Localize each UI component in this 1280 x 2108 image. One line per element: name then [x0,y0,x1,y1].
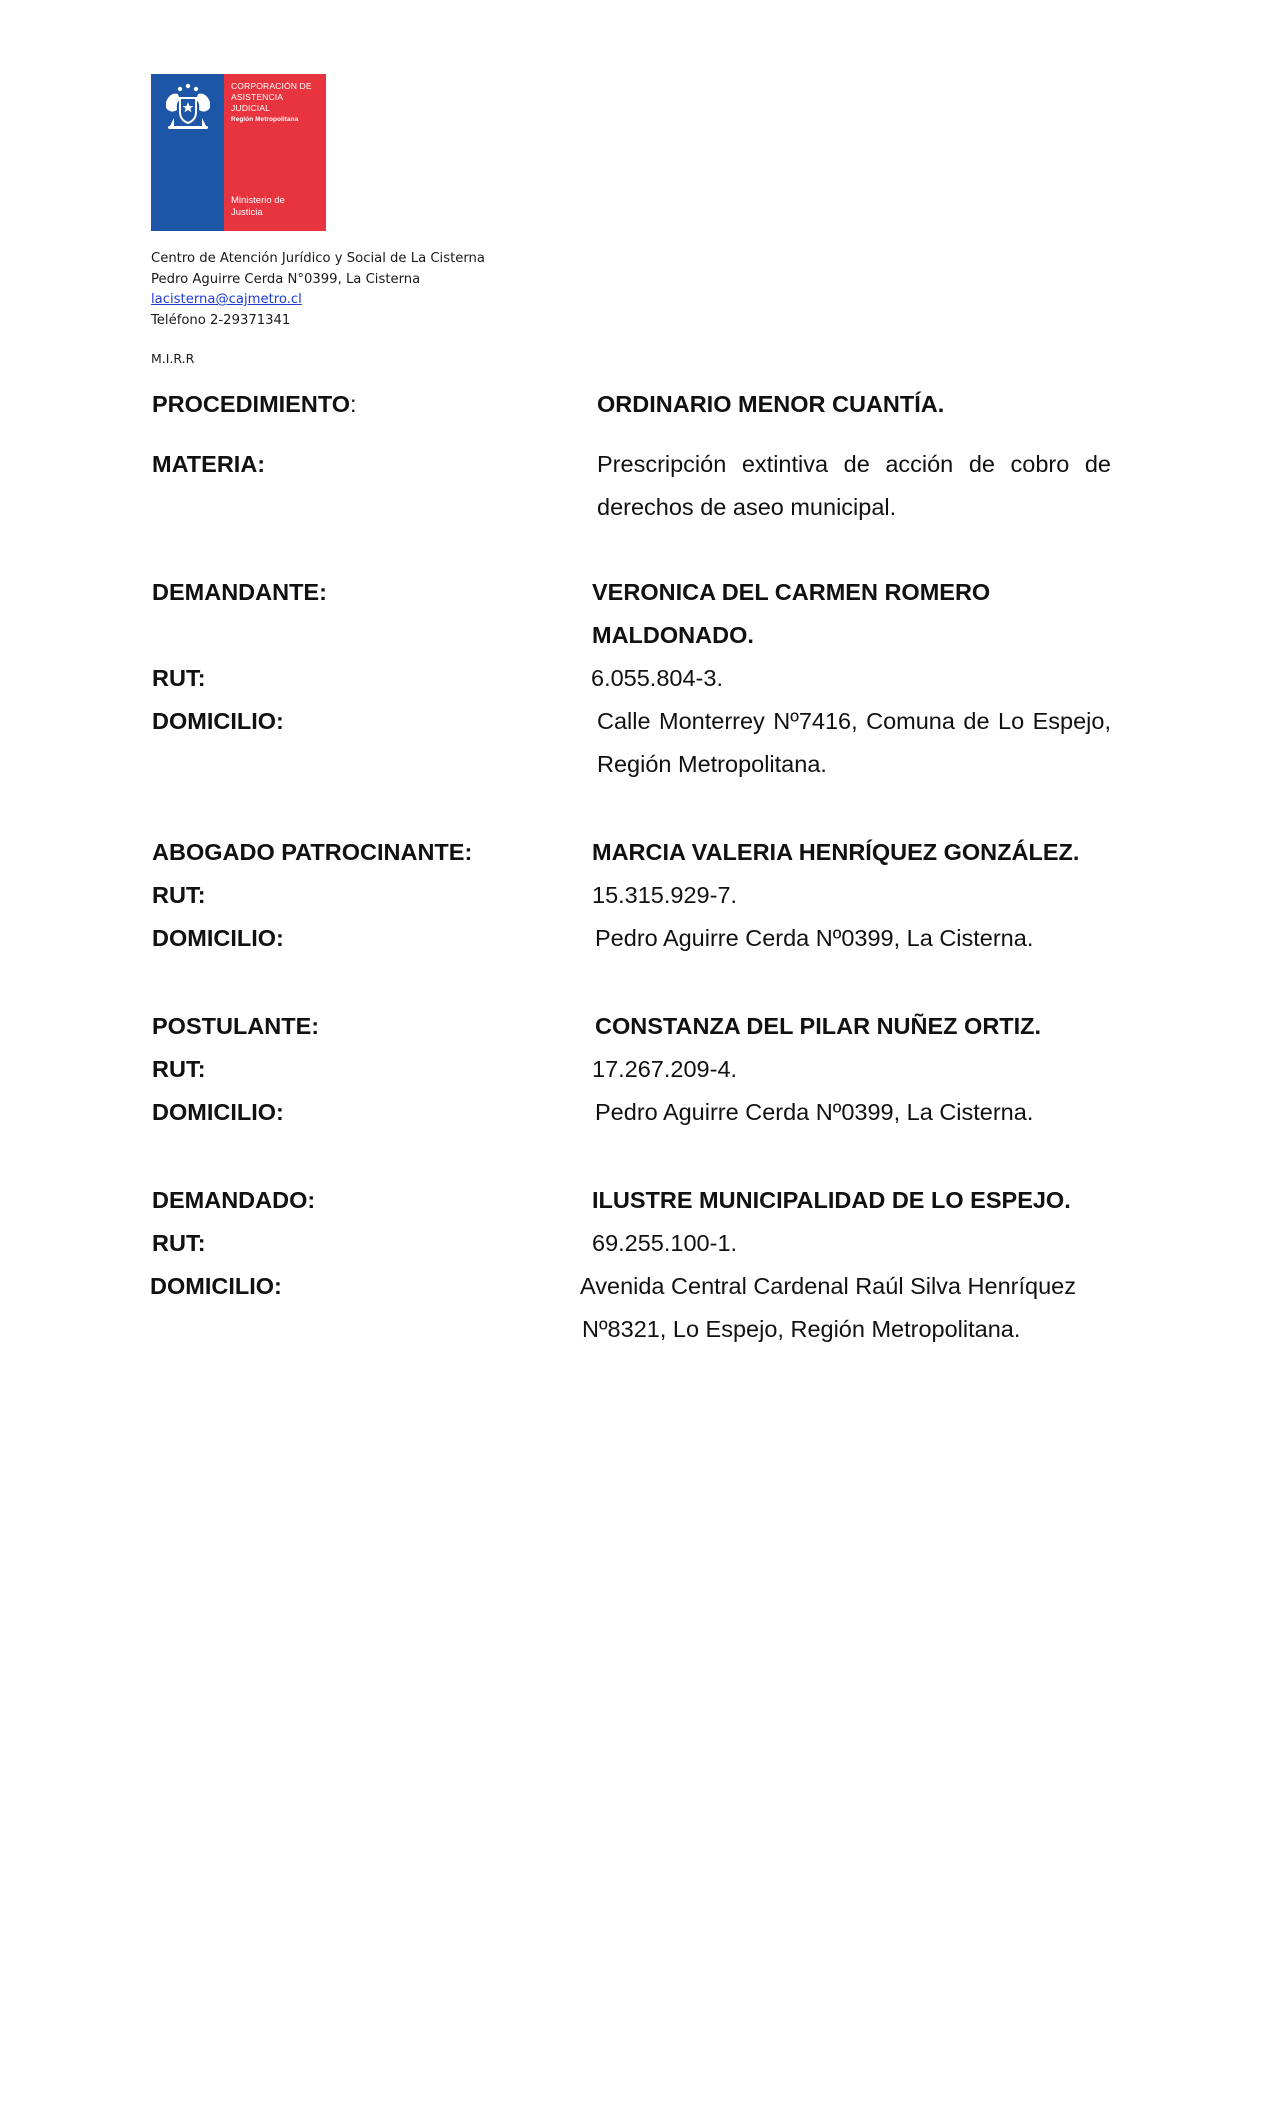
procedimiento-value: ORDINARIO MENOR CUANTÍA. [597,391,945,417]
logo-blue-panel [151,74,224,231]
materia-label: MATERIA: [152,451,266,477]
demandante-name-line1: VERONICA DEL CARMEN ROMERO [592,579,991,605]
email-link[interactable]: lacisterna@cajmetro.cl [151,292,302,307]
postulante-domicilio-label: DOMICILIO: [152,1099,284,1125]
office-contact-block [151,249,485,331]
abogado-domicilio: Pedro Aguirre Cerda Nº0399, La Cisterna. [595,925,1034,951]
postulante-label: POSTULANTE: [152,1013,320,1039]
abogado-name: MARCIA VALERIA HENRÍQUEZ GONZÁLEZ. [592,839,1080,865]
demandante-name-line2: MALDONADO. [592,622,754,648]
abogado-domicilio-label: DOMICILIO: [152,925,284,951]
postulante-rut-label: RUT: [152,1056,206,1082]
coat-of-arms-icon [158,80,218,136]
abogado-label: ABOGADO PATROCINANTE: [152,839,473,865]
demandante-domicilio: Calle Monterrey Nº7416, Comuna de Lo Espejo, Región Metropolitana. [597,708,1111,777]
demandante-rut-label: RUT: [152,665,206,691]
abogado-rut-label: RUT: [152,882,206,908]
office-address: Pedro Aguirre Cerda N°0399, La Cisterna [151,271,421,287]
demandado-label: DEMANDADO: [152,1187,316,1213]
office-phone: Teléfono 2-29371341 [151,312,291,328]
logo-red-panel [224,74,326,231]
postulante-domicilio: Pedro Aguirre Cerda Nº0399, La Cisterna. [595,1099,1034,1125]
demandante-label: DEMANDANTE: [152,579,327,605]
demandado-rut-label: RUT: [152,1230,206,1256]
author-initials: M.I.R.R [151,351,195,366]
materia-value: Prescripción extintiva de acción de cobro de derechos de aseo municipal. [597,451,1111,520]
logo-ministry-text: Ministerio de Justicia [231,195,285,218]
postulante-rut: 17.267.209-4. [592,1056,738,1082]
demandado-domicilio-label: DOMICILIO: [150,1273,282,1299]
institution-logo [151,74,326,231]
logo-corporation-text: CORPORACIÓN DE ASISTENCIA JUDICIAL Región Metropolitana [231,81,312,123]
demandante-rut: 6.055.804-3. [591,665,723,691]
demandado-rut: 69.255.100-1. [592,1230,738,1256]
demandante-domicilio-label: DOMICILIO: [152,708,284,734]
demandado-domicilio-line1: Avenida Central Cardenal Raúl Silva Henríquez [580,1273,1076,1299]
demandado-domicilio-line2: Nº8321, Lo Espejo, Región Metropolitana. [582,1316,1021,1342]
abogado-rut: 15.315.929-7. [592,882,738,908]
center-name: Centro de Atención Jurídico y Social de La Cisterna [151,251,486,266]
demandado-name: ILUSTRE MUNICIPALIDAD DE LO ESPEJO. [592,1187,1071,1213]
postulante-name: CONSTANZA DEL PILAR NUÑEZ ORTIZ. [595,1013,1042,1039]
procedimiento-label: PROCEDIMIENTO: [152,391,357,417]
